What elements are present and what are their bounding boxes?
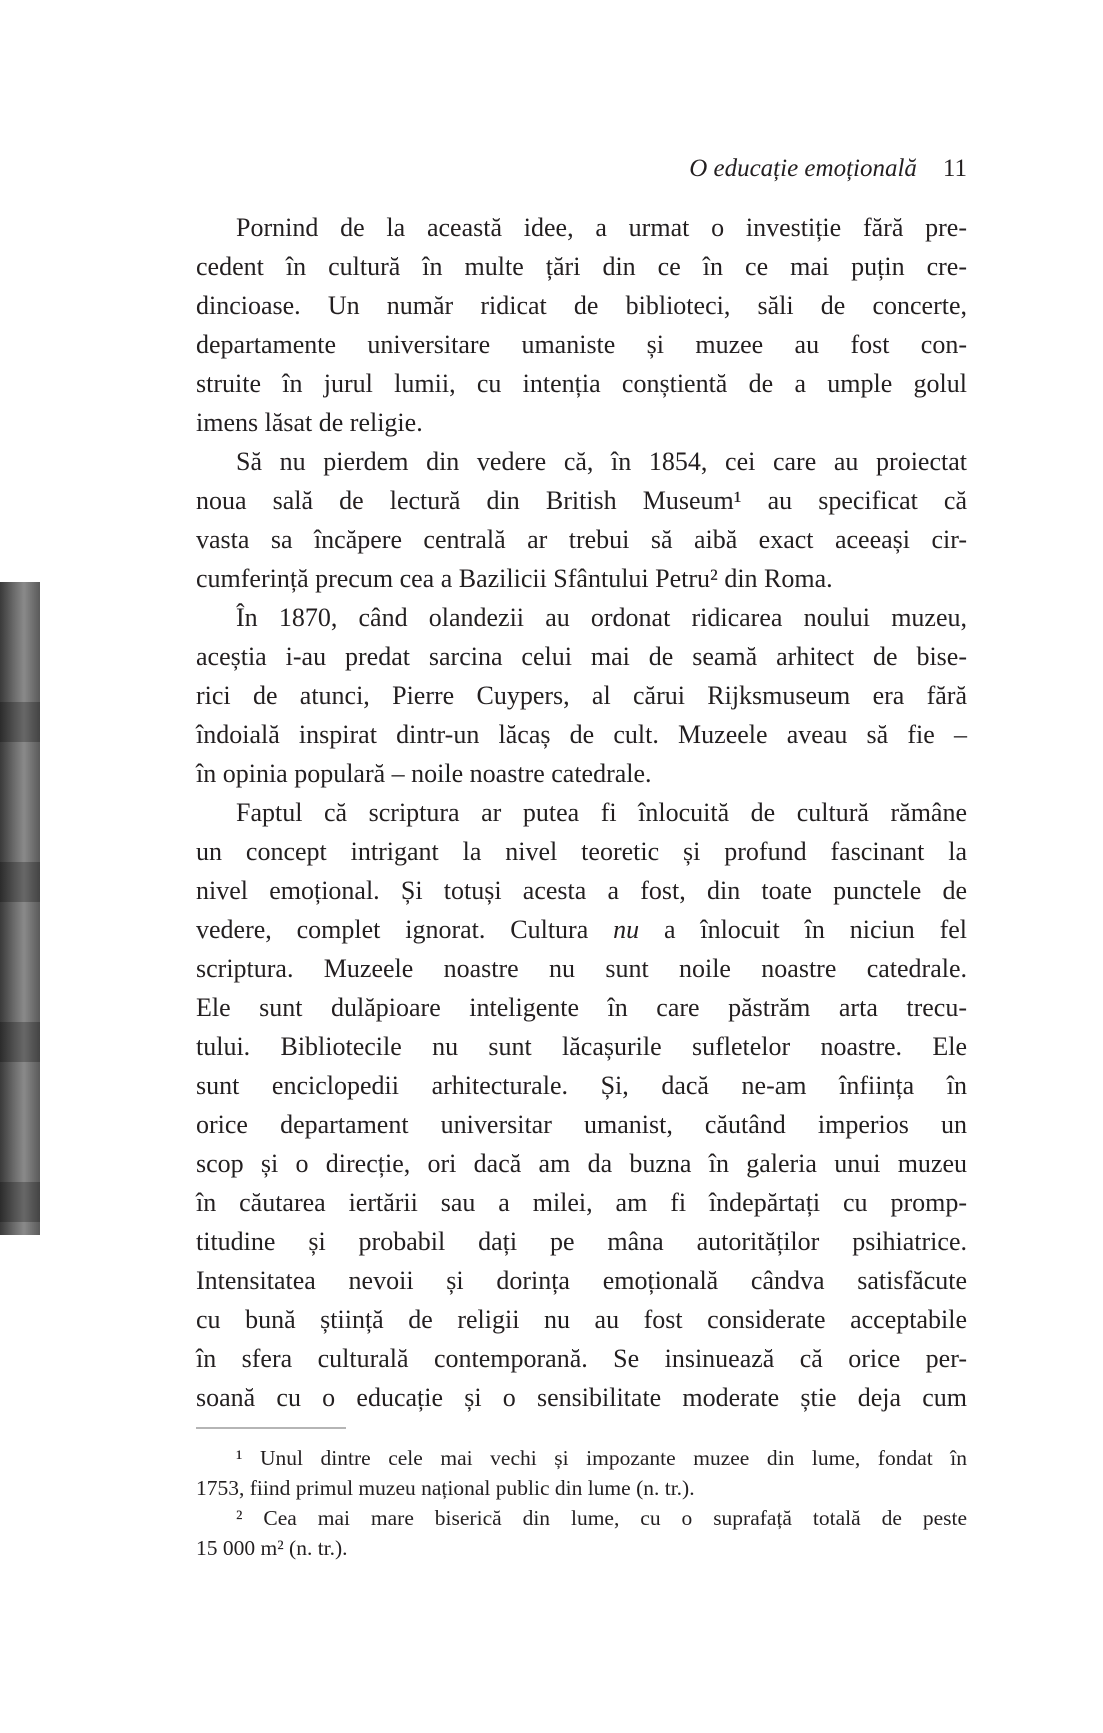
text-line: în căutarea iertării sau a milei, am fi îndepărtați cu promp- (196, 1188, 967, 1217)
text-line: soană cu o educație și o sensibilitate moderate știe deja cum (196, 1383, 967, 1412)
text-line: Pornind de la această idee, a urmat o investiție fără pre- (236, 213, 967, 242)
cropped-photo-edge (0, 582, 40, 1235)
text-line: rici de atunci, Pierre Cuypers, al cărui Rijksmuseum era fără (196, 681, 967, 710)
text-line: Intensitatea nevoii și dorința emoțională cândva satisfăcute (196, 1266, 967, 1295)
text-line: vasta sa încăpere centrală ar trebui să aibă exact aceeași cir- (196, 525, 967, 554)
text-line: aceștia i-au predat sarcina celui mai de seamă arhitect de bise- (196, 642, 967, 671)
footnote-line: 15 000 m² (n. tr.). (196, 1536, 348, 1560)
text-line: imens lăsat de religie. (196, 408, 423, 437)
text-line: în sfera culturală contemporană. Se insinuează că orice per- (196, 1344, 967, 1373)
running-header (689, 155, 967, 183)
body-text (196, 208, 967, 1417)
text-line: orice departament universitar umanist, căutând imperios un (196, 1110, 967, 1139)
footnote-line: ² Cea mai mare biserică din lume, cu o suprafață totală de peste (236, 1506, 967, 1530)
text-line: departamente universitare umaniste și muzee au fost con- (196, 330, 967, 359)
text-line: scop și o direcție, ori dacă am da buzna în galeria unui muzeu (196, 1149, 967, 1178)
text-line: În 1870, când olandezii au ordonat ridicarea noului muzeu, (236, 603, 967, 632)
text-line: scriptura. Muzeele noastre nu sunt noile noastre catedrale. (196, 954, 967, 983)
text-line: noua sală de lectură din British Museum¹ au specificat că (196, 486, 967, 515)
text-line: Ele sunt dulăpioare inteligente în care păstrăm arta trecu- (196, 993, 967, 1022)
text-line: un concept intrigant la nivel teoretic și profund fascinant la (196, 837, 967, 866)
text-line: îndoială inspirat dintr-un lăcaș de cult. Muzeele aveau să fie – (196, 720, 967, 749)
text-line: titudine și probabil dați pe mâna autorităților psihiatrice. (196, 1227, 967, 1256)
text-line: cumferință precum cea a Bazilicii Sfântului Petru² din Roma. (196, 564, 833, 593)
text-line: în opinia populară – noile noastre catedrale. (196, 759, 652, 788)
text-line: vedere, complet ignorat. Cultura nu a înlocuit în niciun fel (196, 915, 967, 944)
text-line: cedent în cultură în multe țări din ce în ce mai puțin cre- (196, 252, 967, 281)
text-line: Faptul că scriptura ar putea fi înlocuită de cultură rămâne (236, 798, 967, 827)
text-line: Să nu pierdem din vedere că, în 1854, cei care au proiectat (236, 447, 967, 476)
text-line: nivel emoțional. Și totuși acesta a fost, din toate punctele de (196, 876, 967, 905)
footnote-line: 1753, fiind primul muzeu național public din lume (n. tr.). (196, 1476, 695, 1500)
text-line: sunt enciclopedii arhitecturale. Și, dacă ne-am înființa în (196, 1071, 967, 1100)
running-title: O educație emoțională (689, 155, 917, 182)
text-line: dincioase. Un număr ridicat de biblioteci, săli de concerte, (196, 291, 967, 320)
text-line: cu bună știință de religii nu au fost considerate acceptabile (196, 1305, 967, 1334)
footnote-divider (196, 1427, 346, 1429)
text-line: tului. Bibliotecile nu sunt lăcașurile sufletelor noastre. Ele (196, 1032, 967, 1061)
page-number: 11 (942, 155, 967, 182)
footnotes (196, 1443, 967, 1563)
footnote-line: ¹ Unul dintre cele mai vechi și impozante muzee din lume, fondat în (236, 1446, 967, 1470)
text-line: struite în jurul lumii, cu intenția conștientă de a umple golul (196, 369, 967, 398)
